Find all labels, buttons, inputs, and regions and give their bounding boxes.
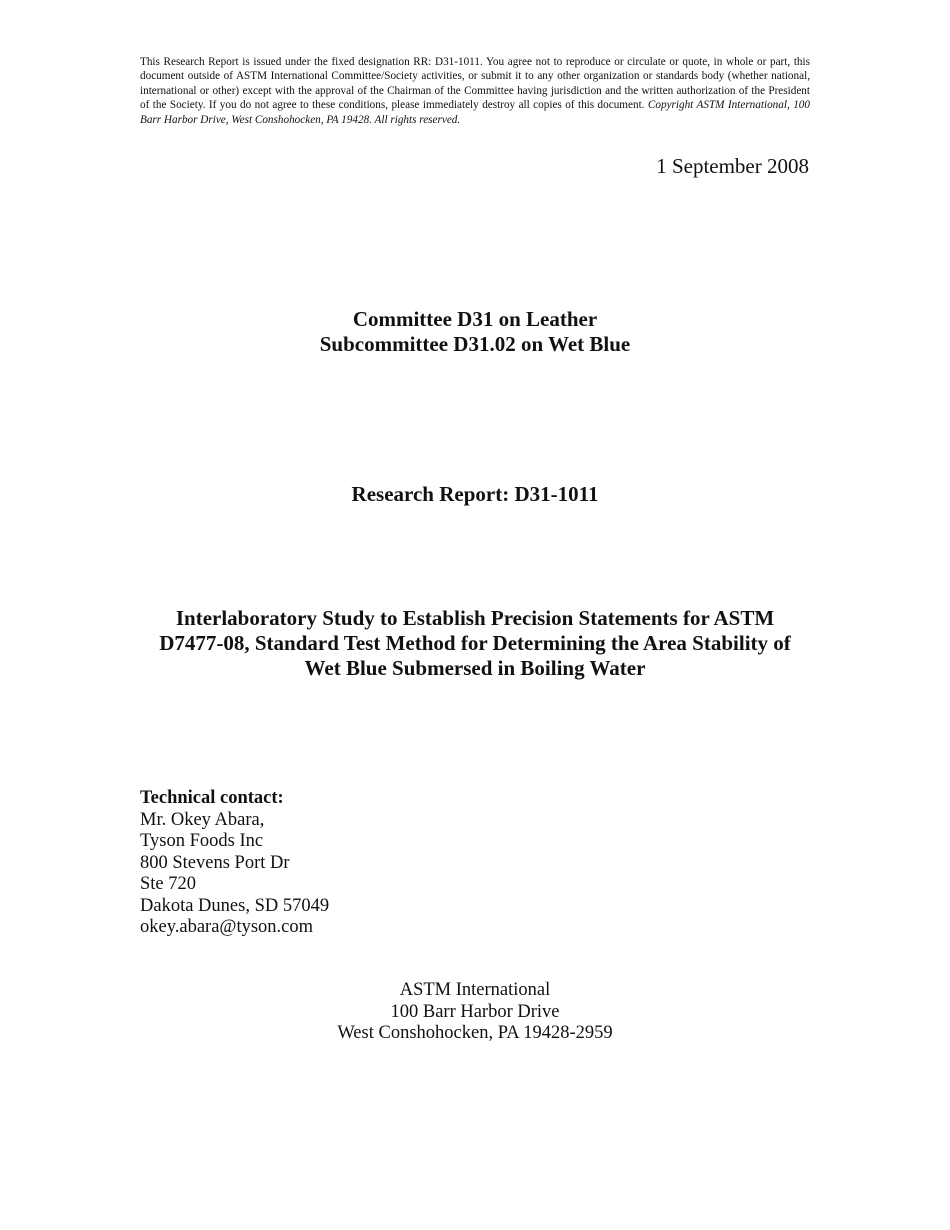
astm-street: 100 Barr Harbor Drive [390, 1001, 560, 1022]
study-title-line-1: Interlaboratory Study to Establish Precision Statements for ASTM [175, 606, 775, 630]
contact-street: 800 Stevens Port Dr [140, 852, 290, 873]
research-report-number [140, 482, 810, 507]
contact-email: okey.abara@tyson.com [140, 917, 314, 937]
contact-suite: Ste 720 [140, 874, 197, 894]
contact-name: Mr. Okey Abara, [140, 809, 265, 830]
astm-org: ASTM International [399, 980, 551, 1000]
committee-heading [140, 307, 810, 357]
research-report-label: Research Report: D31-1011 [351, 482, 599, 506]
contact-city: Dakota Dunes, SD 57049 [140, 895, 330, 916]
study-title-line-3: Wet Blue Submersed in Boiling Water [304, 656, 646, 680]
usage-notice-text: This Research Report is issued under the fixed designation RR: D31-1011. You agree not to reproduce or circulate or quote, in whole or part, this document outside of ASTM International Committee/Society activities, or submit it to any other organization or standards body (whether national, international or other) except with the approval of the Chairman of the Committee having jurisdiction and the written authorization of the President of the Society. If you do not agree to these conditions, please immediately destroy all copies of this document. [140, 56, 810, 112]
subcommittee-name: Subcommittee D31.02 on Wet Blue [319, 332, 631, 356]
study-title-line-2: D7477-08, Standard Test Method for Determining the Area Stability of [159, 631, 791, 655]
usage-notice [140, 55, 810, 127]
committee-name: Committee D31 on Leather [352, 307, 598, 331]
copyright-text: Copyright ASTM International, 100 Barr Harbor Drive, West Conshohocken, PA 19428. All rights reserved. [140, 99, 810, 126]
report-date: 1 September 2008 [656, 154, 809, 178]
technical-contact-heading: Technical contact: [140, 788, 284, 808]
astm-city: West Conshohocken, PA 19428-2959 [337, 1023, 613, 1043]
astm-address [140, 980, 810, 1045]
study-title [140, 606, 810, 681]
contact-company: Tyson Foods Inc [140, 831, 264, 851]
technical-contact [140, 788, 329, 939]
